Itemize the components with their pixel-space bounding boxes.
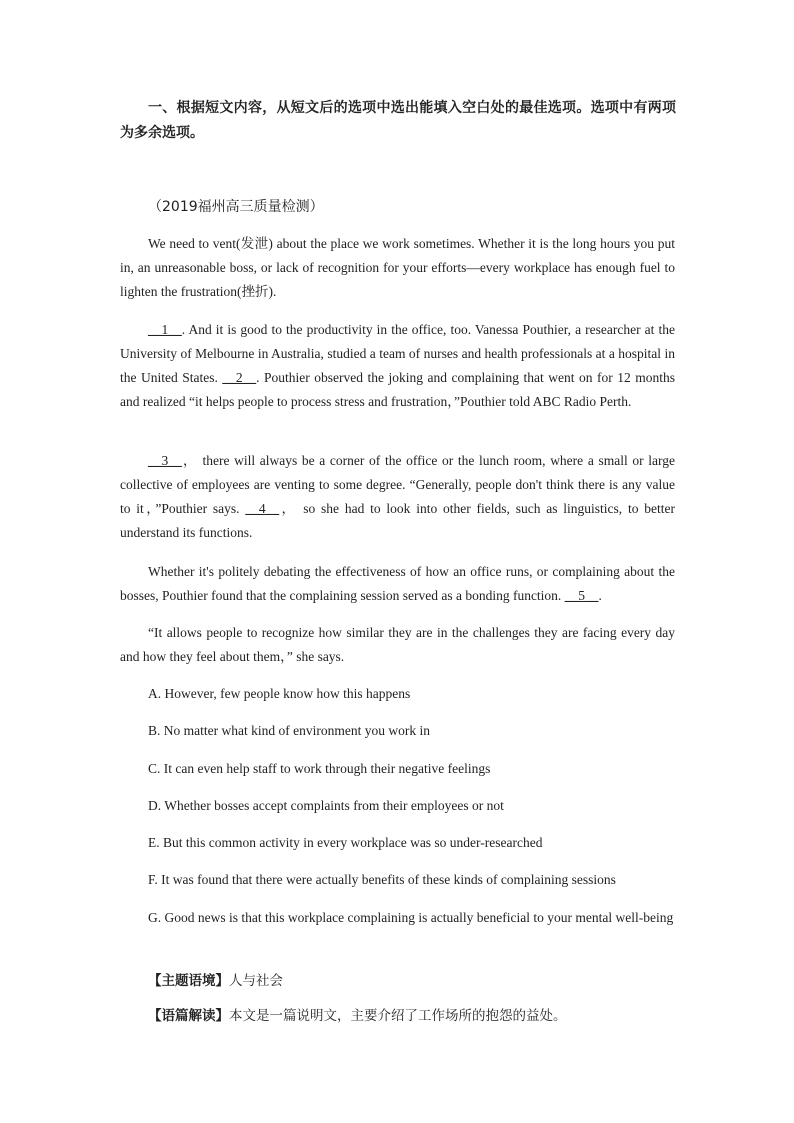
paragraph-1: We need to vent(发泄) about the place we work sometimes. Whether it is the long hours you put in, an unreasonable boss, or lack of recognition for your efforts—every workplace has enough fuel to lighten the frustration(挫折).	[120, 236, 675, 299]
blank-1[interactable]: __1__	[148, 322, 182, 337]
theme-label: 【主题语境】	[148, 973, 229, 989]
theme-text: 人与社会	[229, 973, 283, 989]
option-d: D. Whether bosses accept complaints from their employees or not	[148, 798, 504, 813]
option-f: F. It was found that there were actually benefits of these kinds of complaining sessions	[148, 872, 616, 887]
option-g: G. Good news is that this workplace complaining is actually beneficial to your mental well-being	[148, 910, 674, 925]
source-note: （2019福州高三质量检测）	[148, 199, 324, 215]
paragraph-4	[120, 560, 675, 608]
blank-5[interactable]: __5__	[564, 588, 599, 603]
blank-3[interactable]: __3__	[148, 453, 182, 468]
paragraph-3	[120, 449, 675, 545]
theme-note	[148, 969, 283, 989]
paragraph-2	[120, 318, 675, 414]
paragraph-2-text-b: . Pouthier observed the joking and complaining that went on for 12 months and realized “it helps people to process stress and frustration，”Pouthier told ABC Radio Perth.	[120, 370, 676, 409]
option-e: E. But this common activity in every workplace was so under-researched	[148, 835, 543, 850]
reading-label: 【语篇解读】	[148, 1008, 229, 1024]
paragraph-2-text-a: . And it is good to the productivity in the office, too. Vanessa Pouthier, a researcher at the University of Melbourne in Australia, studied a team of nurses and health professionals at a hospital in the United States.	[120, 322, 675, 385]
paragraph-3-text-a: ， there will always be a corner of the office or the lunch room, where a small or large collective of employees are venting to some degree. “Generally, people don't think there is any value to it，”Pouthier says.	[120, 453, 675, 516]
paragraph-4-text-a: Whether it's politely debating the effectiveness of how an office runs, or complaining about the bosses, Pouthier found that the complaining session served as a bonding function.	[120, 564, 675, 603]
blank-4[interactable]: __4__	[245, 501, 280, 516]
paragraph-5: “It allows people to recognize how similar they are in the challenges they are facing every day and how they feel about them，” she says.	[120, 625, 675, 664]
option-a: A. However, few people know how this happens	[148, 686, 411, 701]
option-b: B. No matter what kind of environment you work in	[148, 723, 430, 738]
section-instruction: 一、根据短文内容，从短文后的选项中选出能填入空白处的最佳选项。选项中有两项为多余选项。	[120, 100, 676, 141]
blank-2[interactable]: __2__	[222, 370, 257, 385]
paragraph-4-text-b: .	[598, 588, 602, 603]
reading-note	[148, 1004, 567, 1024]
reading-text: 本文是一篇说明文，主要介绍了工作场所的抱怨的益处。	[229, 1008, 567, 1024]
option-c: C. It can even help staff to work through their negative feelings	[148, 761, 491, 776]
paragraph-3-text-b: ， so she had to look into other fields, such as linguistics, to better understand its functions.	[120, 501, 676, 540]
